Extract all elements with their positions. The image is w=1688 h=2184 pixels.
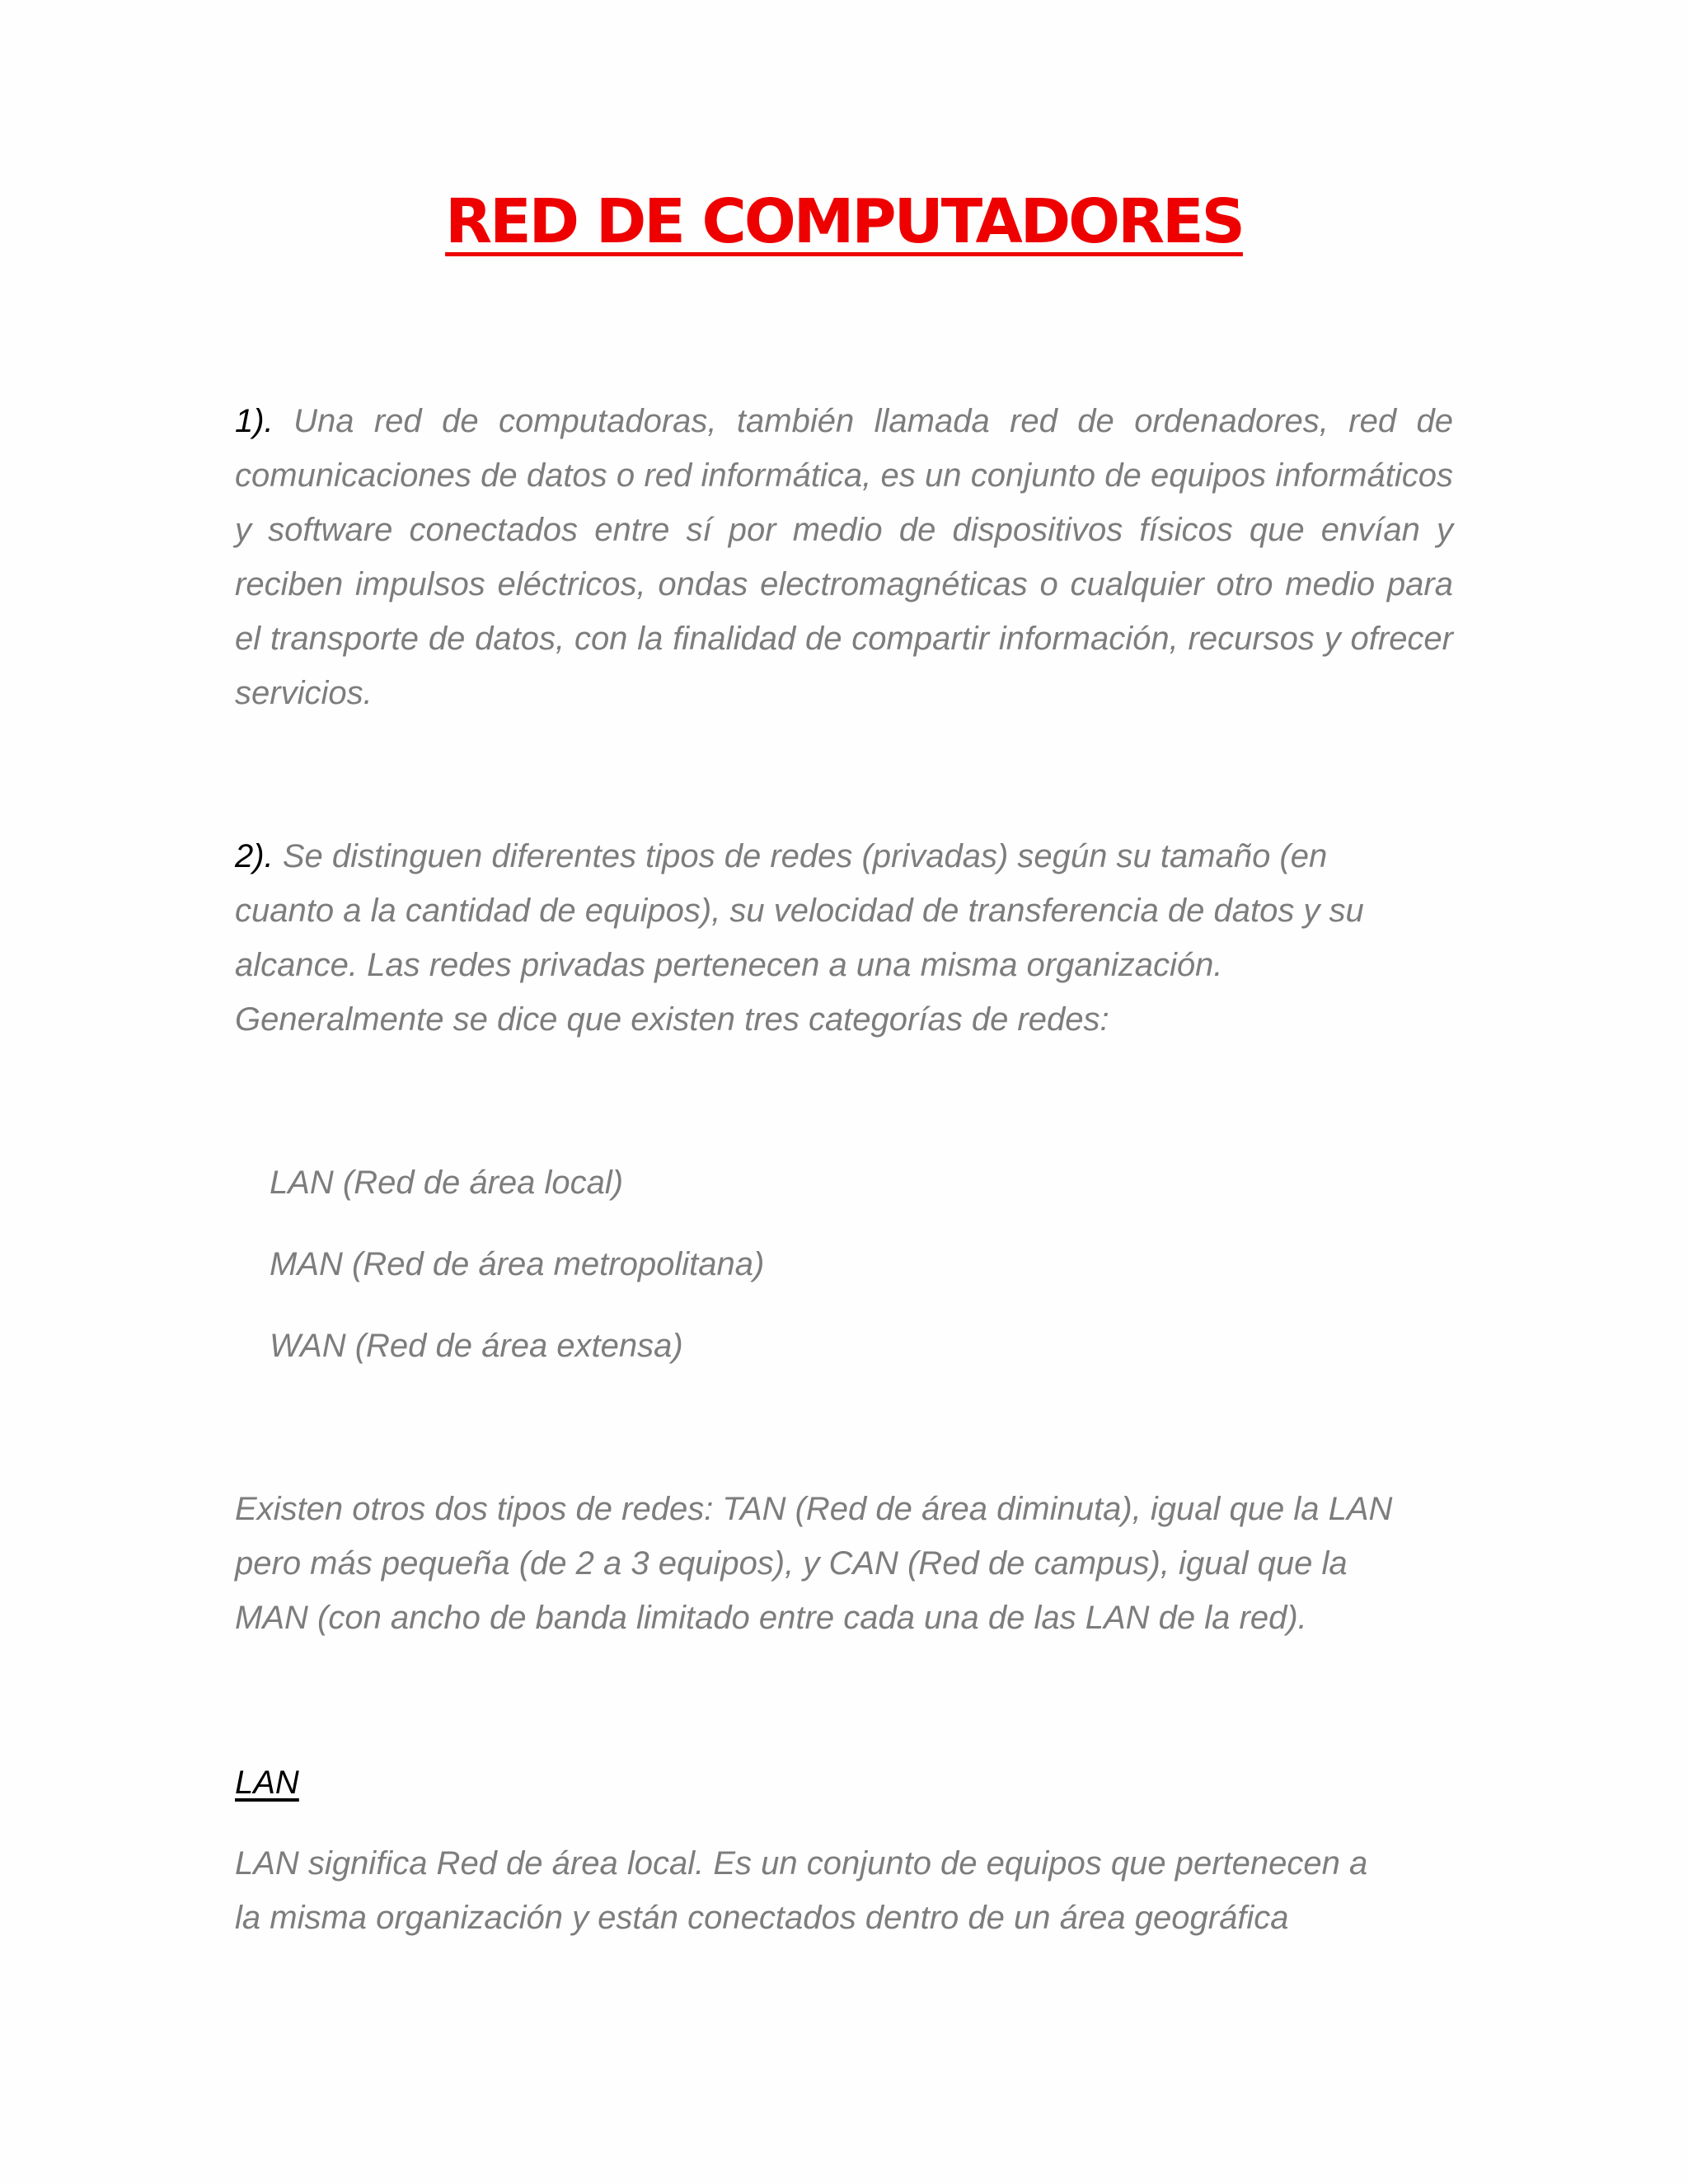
paragraph-1 xyxy=(235,394,1453,720)
paragraph-2-number: 2). xyxy=(235,838,274,874)
lan-paragraph-line: la misma organización y están conectados dentro de un área geográfica xyxy=(235,1900,1289,1936)
paragraph-1-text: Una red de computadoras, también llamada red de ordenadores, red de comunicaciones de datos o red informática, es un conjunto de equipos informáticos y software conectados entre sí por medio de dispositivos físicos que envían y reciben impulsos eléctricos, ondas electromagnéticas o cualquier otro medio para el transporte de datos, con la finalidad de compartir información, recursos y ofrecer servicios. xyxy=(235,403,1453,711)
paragraph-2-line: Generalmente se dice que existen tres categorías de redes: xyxy=(235,1001,1109,1038)
paragraph-3-line: pero más pequeña (de 2 a 3 equipos), y CAN (Red de campus), igual que la xyxy=(235,1545,1348,1582)
paragraph-2 xyxy=(235,829,1453,1047)
list-item: MAN (Red de área metropolitana) xyxy=(270,1246,765,1282)
list-item: WAN (Red de área extensa) xyxy=(270,1328,683,1364)
paragraph-3-line: Existen otros dos tipos de redes: TAN (Red de área diminuta), igual que la LAN xyxy=(235,1491,1393,1527)
list-item: LAN (Red de área local) xyxy=(270,1165,624,1201)
paragraph-1-number: 1). xyxy=(235,403,274,439)
paragraph-2-line-text: Se distinguen diferentes tipos de redes (privadas) según su tamaño (en xyxy=(282,838,1328,874)
paragraph-2-line: cuanto a la cantidad de equipos), su velocidad de transferencia de datos y su xyxy=(235,893,1364,929)
paragraph-2-line xyxy=(235,829,1453,883)
paragraph-2-line: alcance. Las redes privadas pertenecen a una misma organización. xyxy=(235,947,1223,983)
lan-heading: LAN xyxy=(235,1765,299,1801)
lan-paragraph-line: LAN significa Red de área local. Es un conjunto de equipos que pertenecen a xyxy=(235,1845,1368,1882)
paragraph-3-line: MAN (con ancho de banda limitado entre cada una de las LAN de la red). xyxy=(235,1600,1307,1636)
lan-paragraph xyxy=(235,1836,1453,1945)
network-types-list xyxy=(270,1155,764,1400)
document-title: RED DE COMPUTADORES xyxy=(445,186,1243,257)
paragraph-3 xyxy=(235,1482,1453,1645)
